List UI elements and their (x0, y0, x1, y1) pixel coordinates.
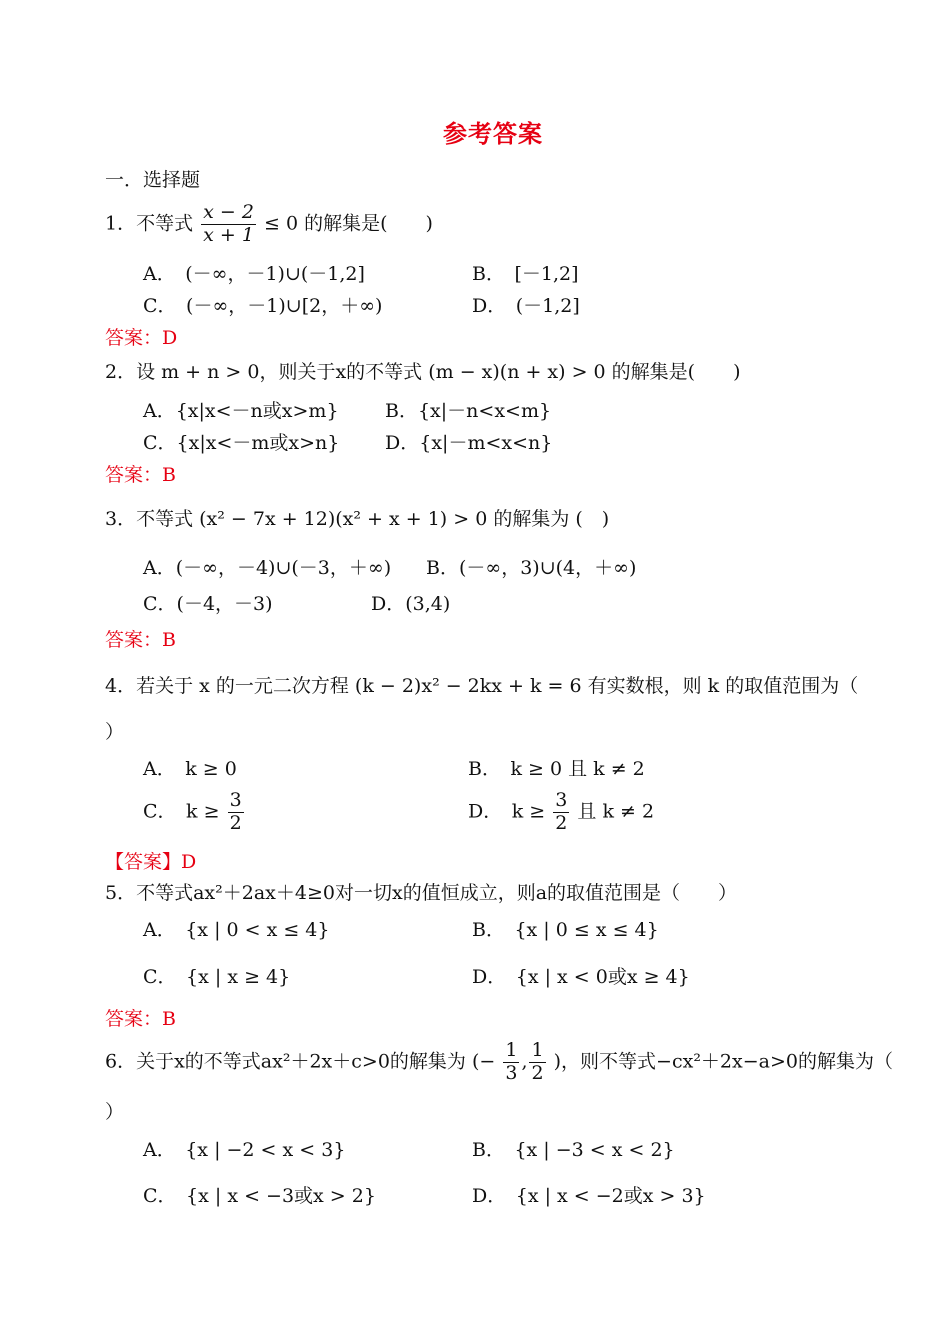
q2-option-c: C．{x|x<－m或x>n} (143, 432, 340, 454)
q6-stem-post: )，则不等式−cx²＋2x−a>0的解集为（ (553, 1050, 893, 1073)
q3-option-a: A．(－∞，－4)∪(－3，＋∞) (143, 557, 392, 579)
section-heading: 一．选择题 (105, 169, 201, 191)
question-4-stem-cont: ） (105, 721, 125, 743)
q5-option-d: D． {x | x < 0或x ≥ 4} (472, 966, 690, 988)
q1-fraction (201, 202, 256, 247)
q1-post: ≤ 0 的解集是( ) (264, 212, 433, 235)
q4-d-frac-num: 3 (555, 789, 568, 811)
q6-frac1-den: 3 (505, 1061, 518, 1084)
q6-option-c: C． {x | x < −3或x > 2} (143, 1185, 376, 1207)
q2-option-a: A．{x|x<－n或x>m} (143, 400, 339, 422)
q4-d-fraction (553, 790, 569, 835)
question-3-stem: 3．不等式 (x² − 7x + 12)(x² + x + 1) > 0 的解集为 ( ) (105, 508, 610, 530)
question-2-stem: 2．设 m + n > 0，则关于x的不等式 (m − x)(n + x) > 0 的解集是( ) (105, 361, 741, 383)
q4-option-c (143, 790, 246, 835)
q3-option-c: C．(－4，－3) (143, 593, 273, 615)
q5-option-a: A． {x | 0 < x ≤ 4} (143, 919, 330, 941)
q6-stem-pre: 6．关于x的不等式ax²＋2x＋c>0的解集为 (− (105, 1050, 496, 1073)
q2-option-d: D．{x|－m<x<n} (385, 432, 553, 454)
q4-answer: 【答案】D (105, 851, 197, 873)
question-6-stem (105, 1040, 893, 1085)
question-1-stem (105, 202, 433, 247)
q5-option-b: B． {x | 0 ≤ x ≤ 4} (472, 919, 659, 941)
q4-option-d-label: D． k ≥ (468, 800, 546, 823)
page-title: 参考答案 (443, 119, 543, 148)
question-5-stem: 5．不等式ax²＋2ax＋4≥0对一切x的值恒成立，则a的取值范围是（ ） (105, 882, 738, 904)
q6-frac2-den: 2 (531, 1061, 544, 1084)
q1-number: 1． (105, 212, 137, 235)
q4-option-d-tail: 且 k ≠ 2 (577, 800, 655, 823)
q3-option-b: B．(－∞，3)∪(4，＋∞) (426, 557, 637, 579)
q6-option-a: A． {x | −2 < x < 3} (143, 1139, 346, 1161)
q5-answer: 答案：B (105, 1008, 176, 1030)
q4-option-b: B． k ≥ 0 且 k ≠ 2 (468, 758, 645, 780)
q1-option-a: A． (－∞，－1)∪(－1,2] (143, 263, 365, 285)
q2-answer: 答案：B (105, 464, 176, 486)
q2-option-b: B．{x|－n<x<m} (385, 400, 552, 422)
q1-answer: 答案：D (105, 327, 178, 349)
q6-frac1-num: 1 (505, 1039, 518, 1061)
q1-option-b: B． [－1,2] (472, 263, 579, 285)
q1-pre: 不等式 (136, 212, 194, 235)
q1-option-d: D． (－1,2] (472, 295, 580, 317)
question-4-stem: 4．若关于 x 的一元二次方程 (k − 2)x² − 2kx + k = 6 有实数根，则 k 的取值范围为（ (105, 675, 859, 697)
q4-c-frac-num: 3 (229, 789, 242, 811)
q4-option-c-label: C． k ≥ (143, 800, 220, 823)
q4-c-fraction (228, 790, 244, 835)
q4-option-a: A． k ≥ 0 (143, 758, 237, 780)
q4-d-frac-den: 2 (555, 811, 568, 834)
q4-option-d (468, 790, 654, 835)
q6-fraction-2 (529, 1040, 545, 1085)
q4-c-frac-den: 2 (229, 811, 242, 834)
q6-option-b: B． {x | −3 < x < 2} (472, 1139, 675, 1161)
q6-frac2-num: 1 (531, 1039, 544, 1061)
q6-comma: , (521, 1050, 528, 1073)
q5-option-c: C． {x | x ≥ 4} (143, 966, 291, 988)
q3-answer: 答案：B (105, 629, 176, 651)
question-6-stem-cont: ） (105, 1101, 125, 1123)
q1-frac-denominator: x + 1 (203, 223, 254, 246)
q6-fraction-1 (503, 1040, 519, 1085)
q3-option-d: D．(3,4) (371, 593, 451, 615)
q1-frac-numerator: x − 2 (203, 201, 254, 223)
q1-option-c: C． (－∞，－1)∪[2，＋∞) (143, 295, 383, 317)
q6-option-d: D． {x | x < −2或x > 3} (472, 1185, 706, 1207)
